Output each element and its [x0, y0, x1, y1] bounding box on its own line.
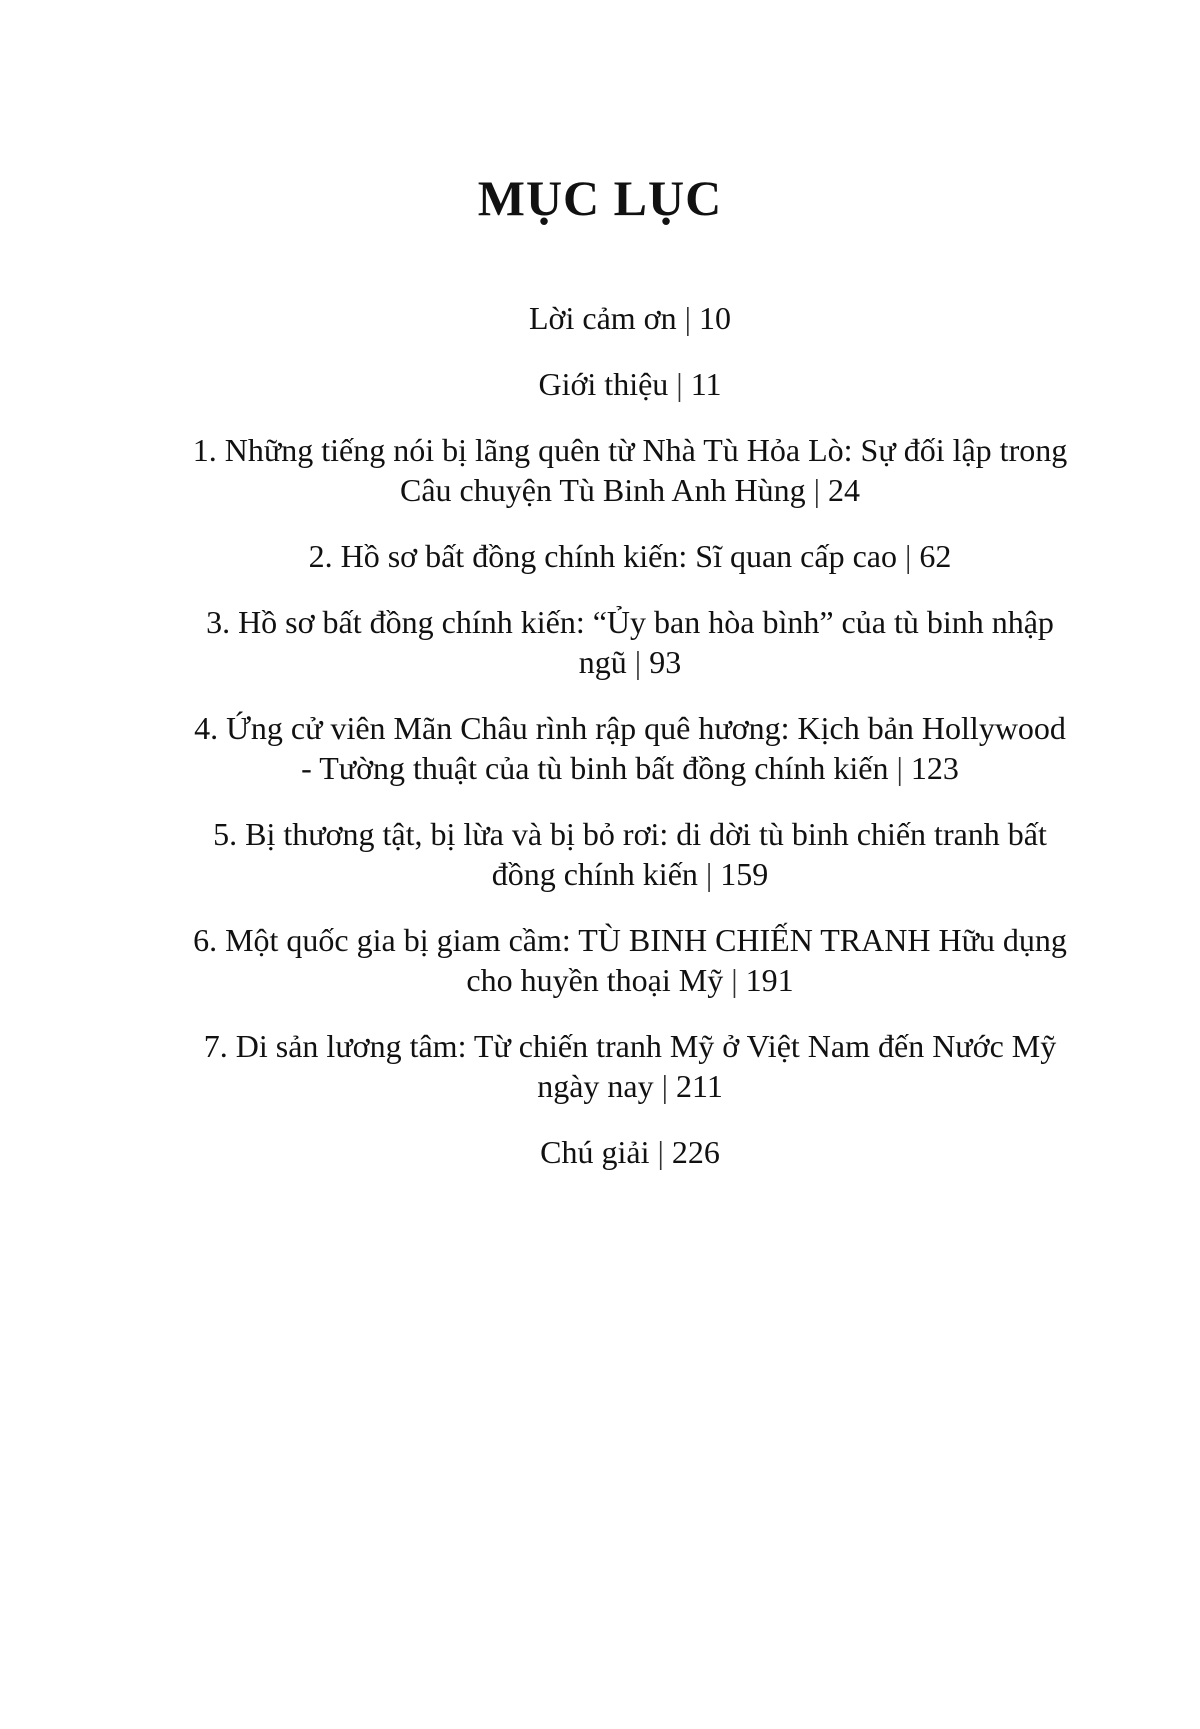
toc-entry-chapter-5: [190, 814, 1070, 894]
toc-entry-introduction: [190, 364, 1070, 404]
toc-entry-chapter-6: [190, 920, 1070, 1000]
table-of-contents: [190, 298, 1070, 1198]
toc-entry-label: Chú giải: [540, 1134, 650, 1170]
toc-separator: |: [634, 644, 642, 680]
toc-entry-chapter-7: [190, 1026, 1070, 1106]
toc-separator: |: [657, 1134, 664, 1170]
toc-separator: |: [904, 538, 912, 574]
toc-entry-acknowledgements: [190, 298, 1070, 338]
toc-separator: |: [676, 366, 683, 402]
toc-entry-label: 3. Hồ sơ bất đồng chính kiến: “Ủy ban hòa bình” của tù binh nhập ngũ: [206, 604, 1054, 680]
toc-entry-chapter-1: [190, 430, 1070, 510]
toc-entry-label: 2. Hồ sơ bất đồng chính kiến: Sĩ quan cấp cao: [308, 538, 897, 574]
page-title: MỤC LỤC: [477, 170, 723, 226]
toc-page-number: 191: [745, 962, 794, 998]
toc-page-number: 24: [828, 472, 860, 508]
toc-separator: |: [896, 750, 903, 786]
toc-page-number: 159: [720, 856, 769, 892]
toc-separator: |: [813, 472, 820, 508]
toc-entry-label: Giới thiệu: [538, 366, 669, 402]
toc-entry-chapter-2: [190, 536, 1070, 576]
toc-page-number: 93: [649, 644, 682, 680]
toc-separator: |: [731, 962, 738, 998]
toc-page-number: 226: [671, 1134, 720, 1170]
toc-entry-chapter-4: [190, 708, 1070, 788]
toc-entry-label: 6. Một quốc gia bị giam cầm: TÙ BINH CHIẾN TRANH Hữu dụng cho huyền thoại Mỹ: [193, 922, 1067, 998]
toc-separator: |: [705, 856, 713, 892]
toc-page-number: 62: [919, 538, 952, 574]
toc-entry-label: 7. Di sản lương tâm: Từ chiến tranh Mỹ ở Việt Nam đến Nước Mỹ ngày nay: [203, 1028, 1057, 1104]
toc-entry-chapter-3: [190, 602, 1070, 682]
toc-page-number: 10: [698, 300, 731, 336]
toc-page-number: 11: [690, 366, 722, 402]
toc-entry-label: 1. Những tiếng nói bị lãng quên từ Nhà Tù Hỏa Lò: Sự đối lập trong Câu chuyện Tù Binh Anh Hùng: [192, 432, 1068, 508]
toc-separator: |: [684, 300, 691, 336]
toc-separator: |: [661, 1068, 668, 1104]
toc-page-number: 211: [676, 1068, 723, 1104]
toc-entry-label: 5. Bị thương tật, bị lừa và bị bỏ rơi: di dời tù binh chiến tranh bất đồng chính kiến: [213, 816, 1047, 892]
toc-entry-label: 4. Ứng cử viên Mãn Châu rình rập quê hương: Kịch bản Hollywood - Tường thuật của tù binh bất đồng chính kiến: [194, 710, 1066, 786]
toc-entry-notes: [190, 1132, 1070, 1172]
toc-page-number: 123: [910, 750, 959, 786]
toc-entry-label: Lời cảm ơn: [529, 300, 677, 336]
